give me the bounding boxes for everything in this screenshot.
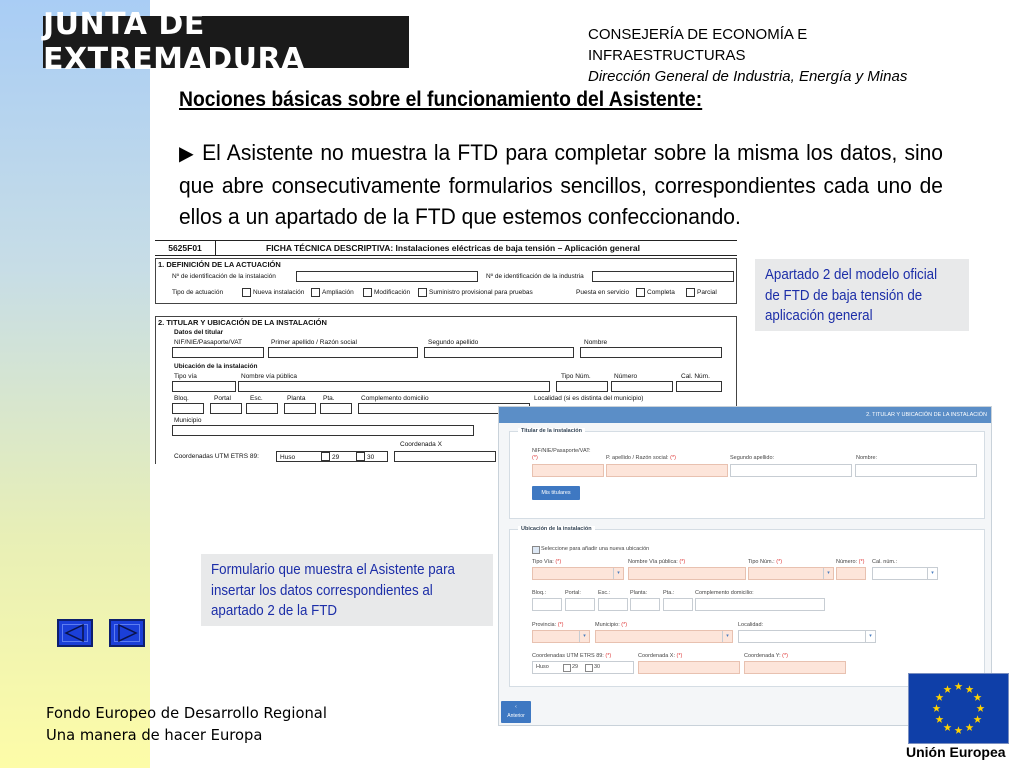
label-tipo-num: Tipo Núm.: (*) xyxy=(748,559,783,565)
box-nombre-via xyxy=(238,381,550,392)
opt-modificacion: Modificación xyxy=(374,289,411,296)
union-europea-label: Unión Europea xyxy=(906,744,1006,760)
label-nombre: Nombre: xyxy=(856,455,878,461)
coord-x-input[interactable] xyxy=(638,661,740,674)
label-huso-30: 30 xyxy=(367,454,375,461)
callout-apartado-oficial xyxy=(755,259,969,331)
label-cal-num: Cal. Núm. xyxy=(681,373,710,380)
label-numero: Número xyxy=(614,373,638,380)
label-tipo-via: Tipo Vía: (*) xyxy=(532,559,562,565)
box-planta xyxy=(284,403,316,414)
complemento-input[interactable] xyxy=(695,598,825,611)
box-bloq xyxy=(172,403,204,414)
nombre-via-input[interactable] xyxy=(628,567,746,580)
label-p-apellido: P. apellido / Razón social: (*) xyxy=(606,455,676,461)
box-pta xyxy=(320,403,352,414)
previous-slide-button[interactable] xyxy=(57,619,93,647)
slide-heading: Nociones básicas sobre el funcionamiento del Asistente: xyxy=(179,88,703,111)
label-s-apellido: Segundo apellido: xyxy=(730,455,775,461)
ftd-section2-title: 2. TITULAR Y UBICACIÓN DE LA INSTALACIÓN xyxy=(158,318,327,327)
panel-ubicacion-title: Ubicación de la instalación xyxy=(518,526,595,532)
label-localidad: Localidad: xyxy=(738,622,764,628)
anterior-button[interactable] xyxy=(501,701,531,723)
box-municipio xyxy=(172,425,474,436)
chevron-down-icon: ▾ xyxy=(927,568,937,579)
label-segundo-apellido: Segundo apellido xyxy=(428,339,479,346)
label-portal: Portal xyxy=(214,395,231,402)
chevron-down-icon: ▾ xyxy=(823,568,833,579)
eu-star-icon xyxy=(933,704,941,712)
label-esc: Esc.: xyxy=(598,590,611,596)
bloq-input[interactable] xyxy=(532,598,562,611)
label-planta: Planta: xyxy=(630,590,648,596)
eu-star-icon xyxy=(977,704,985,712)
nueva-ubicacion-checkbox[interactable] xyxy=(532,546,540,554)
label-provincia: Provincia: (*) xyxy=(532,622,564,628)
label-localidad: Localidad (si es distinta del municipio) xyxy=(534,395,644,402)
pta-input[interactable] xyxy=(663,598,693,611)
ftd-section-1 xyxy=(155,258,737,304)
huso-group xyxy=(532,661,634,674)
label-huso-29: 29 xyxy=(332,454,340,461)
checkbox xyxy=(356,452,365,461)
eu-star-icon xyxy=(935,693,943,701)
label-nif-req: (*) xyxy=(532,455,538,461)
eu-star-icon xyxy=(974,693,982,701)
localidad-select[interactable] xyxy=(738,630,876,643)
checkbox xyxy=(242,288,251,297)
eu-star-icon xyxy=(955,682,963,690)
municipio-select[interactable] xyxy=(595,630,733,643)
eu-flag-icon xyxy=(908,673,1009,744)
feder-line1: Fondo Europeo de Desarrollo Regional xyxy=(46,704,327,722)
label-puesta-servicio: Puesta en servicio xyxy=(576,289,630,296)
ftd-code: 5625F01 xyxy=(155,241,216,255)
box-tipo-num xyxy=(556,381,608,392)
box-tipo-via xyxy=(172,381,236,392)
next-slide-button[interactable] xyxy=(109,619,145,647)
label-tipo-via: Tipo vía xyxy=(174,373,197,380)
checkbox xyxy=(418,288,427,297)
portal-input[interactable] xyxy=(565,598,595,611)
ftd-title: FICHA TÉCNICA DESCRIPTIVA: Instalaciones eléctricas de baja tensión – Aplicación general xyxy=(266,243,640,253)
callout-top-line3: aplicación general xyxy=(765,308,873,324)
numero-input[interactable] xyxy=(836,567,866,580)
body-paragraph: El Asistente no muestra la FTD para completar sobre la misma los datos, sino que abre consecutivamente formularios sencillos, correspondientes cada uno de ellos a un apartado de la FTD que estemos confeccionando. xyxy=(179,140,944,229)
direccion-general: Dirección General de Industria, Energía y Minas xyxy=(588,68,908,85)
feder-footer xyxy=(46,702,327,746)
label-nombre-via: Nombre vía pública xyxy=(241,373,297,380)
opt-completa: Completa xyxy=(647,289,675,296)
checkbox xyxy=(321,452,330,461)
label-n-industria: Nº de identificación de la industria xyxy=(486,273,584,280)
huso-30-checkbox[interactable] xyxy=(585,664,593,672)
consejeria-line2: INFRAESTRUCTURAS xyxy=(588,47,746,64)
chevron-down-icon: ▾ xyxy=(579,631,589,642)
cal-num-select[interactable] xyxy=(872,567,938,580)
box-portal xyxy=(210,403,242,414)
box-nombre xyxy=(580,347,722,358)
triangle-left-icon xyxy=(64,624,86,642)
anterior-label: Anterior xyxy=(507,713,525,719)
label-coord-x: Coordenada X xyxy=(400,441,442,448)
eu-star-icon xyxy=(955,726,963,734)
label-huso-29: 29 xyxy=(572,664,579,670)
webform-topbar: 2. TITULAR Y UBICACIÓN DE LA INSTALACIÓN xyxy=(499,407,991,423)
label-pta: Pta.: xyxy=(663,590,675,596)
s-apellido-input[interactable] xyxy=(730,464,852,477)
opt-nueva: Nueva instalación xyxy=(253,289,305,296)
ftd-header xyxy=(155,240,737,256)
eu-star-icon xyxy=(935,715,943,723)
nombre-input[interactable] xyxy=(855,464,977,477)
eu-star-icon xyxy=(966,685,974,693)
label-numero: Número: (*) xyxy=(836,559,865,565)
label-tipo-actuacion: Tipo de actuación xyxy=(172,289,224,296)
box-primer-apellido xyxy=(268,347,418,358)
label-bloq: Bloq.: xyxy=(532,590,547,596)
huso-29-checkbox[interactable] xyxy=(563,664,571,672)
box-n-industria xyxy=(592,271,734,282)
label-huso: Huso xyxy=(536,664,549,670)
eu-star-icon xyxy=(966,723,974,731)
tipo-via-select[interactable] xyxy=(532,567,624,580)
label-nif: NIF/NIE/Pasaporte/VAT xyxy=(174,339,243,346)
label-coord-y: Coordenada Y: (*) xyxy=(744,653,788,659)
checkbox xyxy=(636,288,645,297)
feder-line2: Una manera de hacer Europa xyxy=(46,726,263,744)
box-cal-num xyxy=(676,381,722,392)
label-coord-utm: Coordenadas UTM ETRS 89: (*) xyxy=(532,653,612,659)
label-seleccionar: Seleccione para añadir una nueva ubicación xyxy=(541,546,650,552)
eu-star-icon xyxy=(974,715,982,723)
opt-parcial: Parcial xyxy=(697,289,717,296)
p-apellido-input[interactable] xyxy=(606,464,728,477)
left-gradient-band xyxy=(0,0,150,768)
label-ubicacion: Ubicación de la instalación xyxy=(174,363,258,370)
chevron-down-icon: ▾ xyxy=(613,568,623,579)
eu-star-icon xyxy=(944,685,952,693)
slide-body xyxy=(179,137,943,232)
nif-input[interactable] xyxy=(532,464,604,477)
label-esc: Esc. xyxy=(250,395,263,402)
panel-ubicacion xyxy=(509,526,985,687)
provincia-select[interactable] xyxy=(532,630,590,643)
box-segundo-apellido xyxy=(424,347,574,358)
box-n-instalacion xyxy=(296,271,478,282)
chevron-left-icon: ‹ xyxy=(515,704,517,710)
checkbox xyxy=(311,288,320,297)
consejeria-header xyxy=(588,24,968,87)
box-nif xyxy=(172,347,264,358)
callout-bottom-line1: Formulario que muestra el Asistente para xyxy=(211,562,455,578)
callout-top-line2: de FTD de baja tensión de xyxy=(765,287,923,304)
esc-input[interactable] xyxy=(598,598,628,611)
label-municipio: Municipio: (*) xyxy=(595,622,628,628)
label-primer-apellido: Primer apellido / Razón social xyxy=(271,339,357,346)
callout-formulario-asistente xyxy=(201,554,493,626)
planta-input[interactable] xyxy=(630,598,660,611)
label-cal-num: Cal. núm.: xyxy=(872,559,898,565)
box-coord-x xyxy=(394,451,496,462)
label-tipo-num: Tipo Núm. xyxy=(561,373,591,380)
bullet-triangle-icon: ▶ xyxy=(179,143,195,165)
label-nombre-via: Nombre Vía pública: (*) xyxy=(628,559,686,565)
eu-stars xyxy=(909,674,1008,743)
label-portal: Portal: xyxy=(565,590,581,596)
tipo-num-select[interactable] xyxy=(748,567,834,580)
label-complemento: Complemento domicilio: xyxy=(695,590,754,596)
chevron-down-icon: ▾ xyxy=(722,631,732,642)
chevron-down-icon: ▾ xyxy=(865,631,875,642)
label-bloq: Bloq. xyxy=(174,395,189,402)
label-pta: Pta. xyxy=(323,395,335,402)
consejeria-line1: CONSEJERÍA DE ECONOMÍA E xyxy=(588,26,808,43)
label-nombre: Nombre xyxy=(584,339,608,346)
checkbox xyxy=(686,288,695,297)
label-planta: Planta xyxy=(287,395,306,402)
box-numero xyxy=(611,381,673,392)
label-n-instalacion: Nº de identificación de la instalación xyxy=(172,273,276,280)
triangle-right-icon xyxy=(116,624,138,642)
label-datos-titular: Datos del titular xyxy=(174,329,224,336)
label-huso-30: 30 xyxy=(594,664,601,670)
label-coord-x: Coordenada X: (*) xyxy=(638,653,683,659)
eu-star-icon xyxy=(944,723,952,731)
junta-extremadura-logo: JUNTA DE EXTREMADURA xyxy=(43,16,409,68)
callout-top-line1: Apartado 2 del modelo oficial xyxy=(765,267,938,283)
callout-bottom-line3: apartado 2 de la FTD xyxy=(211,603,338,619)
label-nif: NIF/NIE/Pasaporte/VAT: xyxy=(532,448,591,454)
opt-ampliacion: Ampliación xyxy=(322,289,354,296)
panel-titular-title: Titular de la instalación xyxy=(518,428,585,434)
label-huso: Huso xyxy=(280,454,296,461)
label-coord-utm: Coordenadas UTM ETRS 89: xyxy=(174,453,259,460)
label-complemento: Complemento domicilio xyxy=(361,395,429,402)
opt-suministro: Suministro provisional para pruebas xyxy=(429,289,533,296)
coord-y-input[interactable] xyxy=(744,661,846,674)
callout-bottom-line2: insertar los datos correspondientes al xyxy=(211,582,433,599)
label-municipio: Municipio xyxy=(174,417,202,424)
panel-titular xyxy=(509,428,985,519)
mis-titulares-button[interactable]: Mis titulares xyxy=(532,486,580,500)
box-esc xyxy=(246,403,278,414)
ftd-section1-title: 1. DEFINICIÓN DE LA ACTUACIÓN xyxy=(158,260,281,269)
checkbox xyxy=(363,288,372,297)
